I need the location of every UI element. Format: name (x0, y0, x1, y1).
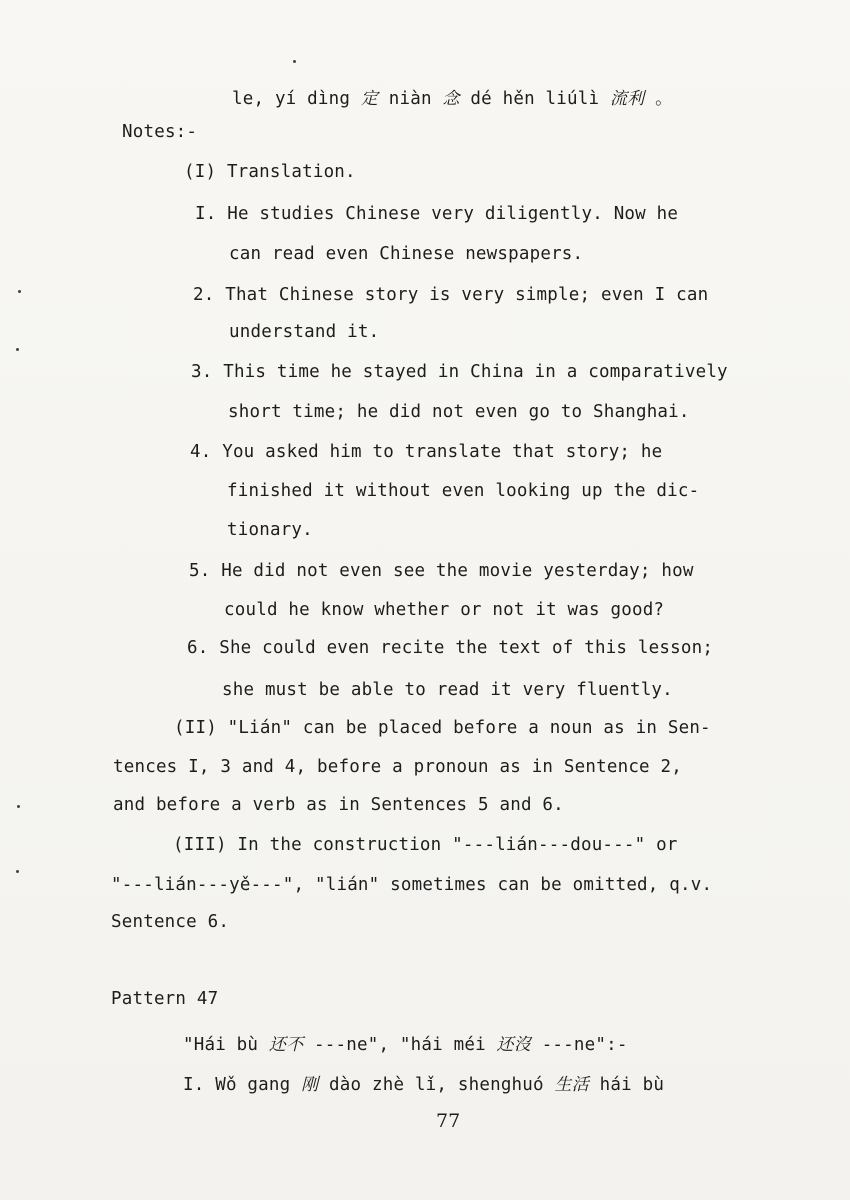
translation-item: short time; he did not even go to Shanghai. (228, 402, 690, 422)
chinese-characters: 定 (360, 89, 379, 109)
scan-speck (293, 60, 296, 63)
notes-heading: Notes:- (122, 122, 198, 142)
note-paragraph: Sentence 6. (111, 912, 230, 932)
translation-item: 3. This time he stayed in China in a comparatively (191, 362, 728, 382)
note-paragraph: "---lián---yě---", "lián" sometimes can be omitted, q.v. (111, 875, 713, 895)
chinese-characters: 刚 (301, 1075, 319, 1095)
translation-item: 4. You asked him to translate that story; he (190, 442, 663, 462)
scan-speck (16, 348, 19, 351)
translation-item: finished it without even looking up the dic- (227, 481, 700, 501)
translation-item: could he know whether or not it was good? (224, 600, 665, 620)
translation-item: she must be able to read it very fluently. (222, 680, 673, 700)
romanized-text: ---ne":- (530, 1035, 628, 1055)
note-paragraph: and before a verb as in Sentences 5 and 6. (113, 795, 564, 815)
scan-speck (18, 290, 21, 293)
romanized-text: "Hái bù (183, 1035, 269, 1055)
text-line (232, 84, 673, 110)
romanized-text: hái bù (588, 1075, 665, 1095)
pattern-heading: Pattern 47 (111, 989, 219, 1009)
scan-speck (17, 805, 20, 808)
chinese-characters: 生活 (554, 1075, 589, 1095)
romanized-text: dào zhè lǐ, shenghuó (318, 1075, 555, 1095)
romanized-text: 。 (644, 89, 673, 109)
chinese-characters: 念 (442, 89, 460, 109)
pattern-title (183, 1030, 628, 1055)
romanized-text: I. Wǒ gang (183, 1075, 302, 1095)
chinese-characters: 流利 (609, 89, 645, 109)
chinese-characters: 还沒 (496, 1035, 531, 1055)
scan-speck (16, 870, 19, 873)
romanized-text: niàn (378, 89, 443, 109)
pattern-example (183, 1070, 664, 1095)
translation-item: 2. That Chinese story is very simple; even I can (193, 285, 709, 305)
translation-item: 6. She could even recite the text of this lesson; (187, 638, 714, 658)
note-paragraph: (II) "Lián" can be placed before a noun as in Sen- (174, 718, 711, 738)
romanized-text: ---ne", "hái méi (303, 1035, 497, 1055)
translation-item: tionary. (227, 520, 313, 540)
translation-item: can read even Chinese newspapers. (229, 244, 584, 264)
romanized-text: le, yí dìng (232, 89, 361, 109)
section-heading: (I) Translation. (184, 162, 356, 182)
translation-item: I. He studies Chinese very diligently. Now he (195, 204, 679, 224)
translation-item: 5. He did not even see the movie yesterday; how (189, 561, 694, 581)
chinese-characters: 还不 (268, 1035, 304, 1055)
note-paragraph: tences I, 3 and 4, before a pronoun as in Sentence 2, (113, 757, 683, 777)
note-paragraph: (III) In the construction "---lián---dou---" or (173, 835, 678, 855)
page-number: 77 (436, 1110, 461, 1132)
romanized-text: dé hěn liúlì (459, 89, 610, 109)
translation-item: understand it. (229, 322, 380, 342)
